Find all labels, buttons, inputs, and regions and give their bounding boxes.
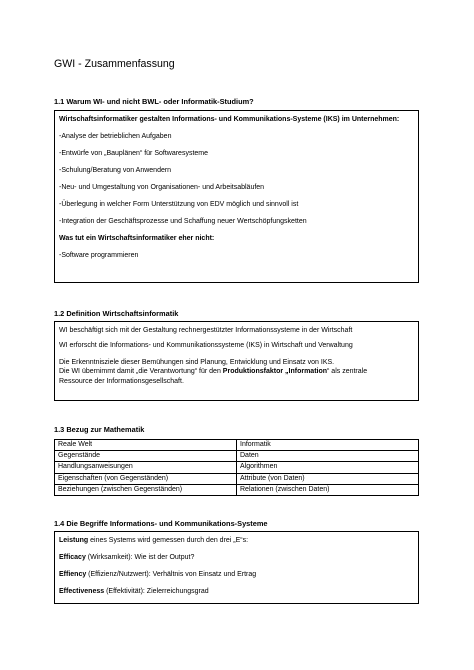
definition-line: WI erforscht die Informations- und Kommunikationssysteme (IKS) in Wirtschaft und Verwaltung [59,342,353,350]
question-text: Was tut ein Wirtschaftsinformatiker eher nicht: [59,235,215,242]
table-cell: Attribute (von Daten) [237,473,419,484]
list-item: -Neu- und Umgestaltung von Organisationen- und Arbeitsabläufen [59,184,265,191]
term-line: Effiency (Effizienz/Nutzwert): Verhältnis von Einsatz und Ertrag [59,571,257,578]
lead-text: Leistung eines Systems wird gemessen durch den drei „E“s: [59,537,249,544]
table-cell: Beziehungen (zwischen Gegenständen) [55,484,237,495]
mapping-table [54,439,419,496]
table-cell: Eigenschaften (von Gegenständen) [55,473,237,484]
section-box-1-2 [54,321,419,401]
definition-line: WI beschäftigt sich mit der Gestaltung rechnergestützter Informationssysteme in der Wirtschaft [59,327,353,334]
table-row [55,473,419,484]
section-box-1-1 [54,110,419,283]
section-box-1-4 [54,531,419,604]
section-heading-1-4: 1.4 Die Begriffe Informations- und Kommunikations-Systeme [54,519,268,528]
table-cell: Daten [237,451,419,462]
table-row [55,462,419,473]
definition-line: Die Erkenntnisziele dieser Bemühungen sind Planung, Entwicklung und Einsatz von IKS. [59,359,335,367]
section-heading-1-3: 1.3 Bezug zur Mathematik [54,425,145,434]
table-cell: Algorithmen [237,462,419,473]
table-cell: Informatik [237,440,419,451]
table-row [55,440,419,451]
list-item: -Analyse der betrieblichen Aufgaben [59,133,172,140]
list-item: -Software programmieren [59,252,139,259]
list-item: -Integration der Geschäftsprozesse und Schaffung neuer Wertschöpfungsketten [59,218,307,225]
table-cell: Reale Welt [55,440,237,451]
term-line: Effectiveness (Effektivität): Zielerreichungsgrad [59,588,209,595]
table-cell: Relationen (zwischen Daten) [237,484,419,495]
list-item: -Schulung/Beratung von Anwendern [59,167,172,174]
table-row [55,484,419,495]
list-item: -Überlegung in welcher Form Unterstützung von EDV möglich und sinnvoll ist [59,201,299,208]
table-row [55,451,419,462]
list-item: -Entwürfe von „Bauplänen“ für Softwaresysteme [59,150,209,157]
table-cell: Gegenstände [55,451,237,462]
table-cell: Handlungsanweisungen [55,462,237,473]
section-heading-1-1: 1.1 Warum WI- und nicht BWL- oder Informatik-Studium? [54,97,254,106]
intro-text: Wirtschaftsinformatiker gestalten Informations- und Kommunikations-Systeme (IKS) im Unternehmen: [59,116,400,123]
definition-line: Ressource der Informationsgesellschaft. [59,377,184,385]
definition-line: Die WI übernimmt damit „die Verantwortung“ für den Produktionsfaktor „Information“ als zentrale [59,368,368,376]
page-title: GWI - Zusammenfassung [54,58,175,70]
term-line: Efficacy (Wirksamkeit): Wie ist der Output? [59,554,195,561]
section-heading-1-2: 1.2 Definition Wirtschaftsinformatik [54,309,179,318]
